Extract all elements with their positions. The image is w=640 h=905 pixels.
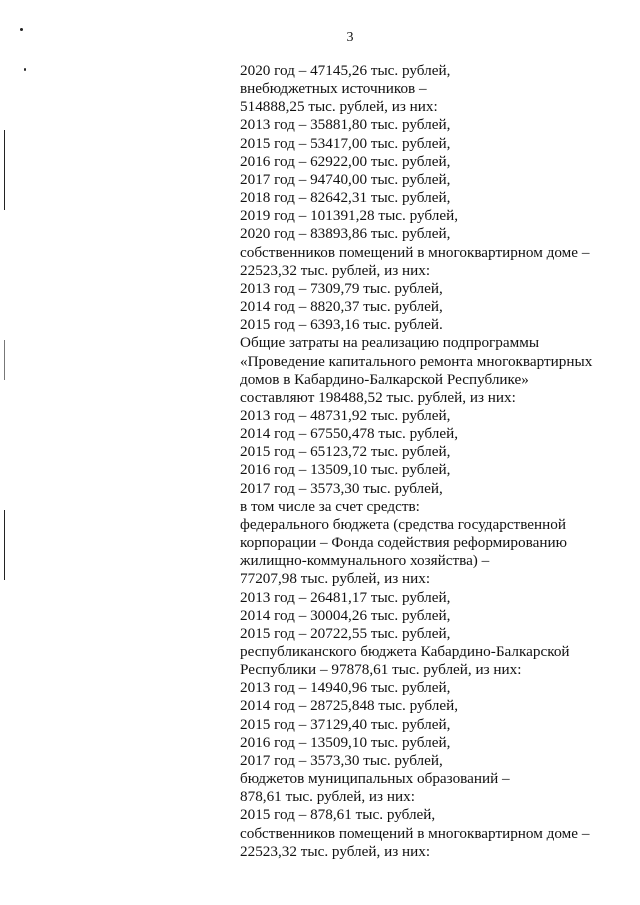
scan-artifact-dot [20, 28, 23, 31]
text-line: 2020 год – 47145,26 тыс. рублей, [240, 62, 451, 79]
text-line: Общие затраты на реализацию подпрограммы [240, 334, 540, 352]
text-line: 2015 год – 6393,16 тыс. рублей. [240, 316, 443, 334]
text-line: 22523,32 тыс. рублей, из них: [240, 842, 431, 860]
text-line: бюджетов муниципальных образований – [240, 770, 510, 788]
text-line: собственников помещений в многоквартирном доме – [240, 243, 590, 261]
text-line: жилищно-коммунального хозяйства) – [240, 552, 490, 570]
text-line: 2016 год – 62922,00 тыс. рублей, [240, 152, 451, 170]
text-line: 2015 год – 20722,55 тыс. рублей, [240, 624, 451, 642]
text-line: 2014 год – 30004,26 тыс. рублей, [240, 606, 451, 624]
text-line: федерального бюджета (средства государственной [240, 515, 566, 533]
text-line: корпорации – Фонда содействия реформированию [240, 534, 567, 552]
page-number: 3 [346, 30, 354, 45]
text-line: 514888,25 тыс. рублей, из них: [240, 98, 438, 116]
text-line: 22523,32 тыс. рублей, из них: [240, 261, 431, 279]
text-line: 2013 год – 7309,79 тыс. рублей, [240, 279, 443, 297]
text-line: домов в Кабардино-Балкарской Республике» [240, 370, 529, 388]
text-line: 2014 год – 8820,37 тыс. рублей, [240, 298, 443, 316]
text-line: 2014 год – 67550,478 тыс. рублей, [240, 425, 458, 443]
text-line: 2019 год – 101391,28 тыс. рублей, [240, 207, 458, 225]
text-line: в том числе за счет средств: [240, 497, 420, 515]
text-line: 2017 год – 3573,30 тыс. рублей, [240, 479, 443, 497]
text-line: республиканского бюджета Кабардино-Балкарской [240, 643, 570, 660]
text-line: 2015 год – 37129,40 тыс. рублей, [240, 715, 451, 733]
text-line: 2018 год – 82642,31 тыс. рублей, [240, 189, 451, 207]
text-line: 2015 год – 878,61 тыс. рублей, [240, 806, 436, 824]
scan-edge-mark [4, 130, 5, 210]
text-line: 2015 год – 53417,00 тыс. рублей, [240, 134, 451, 152]
text-line: Республики – 97878,61 тыс. рублей, из них: [240, 661, 522, 679]
text-line: 2017 год – 94740,00 тыс. рублей, [240, 170, 451, 188]
scan-artifact-dot [24, 68, 26, 71]
text-line: 2016 год – 13509,10 тыс. рублей, [240, 461, 451, 479]
text-line: 878,61 тыс. рублей, из них: [240, 788, 415, 806]
scan-edge-mark [4, 340, 5, 380]
text-line: 2014 год – 28725,848 тыс. рублей, [240, 697, 458, 715]
text-line: «Проведение капитального ремонта многоквартирных [240, 352, 593, 370]
text-line: 77207,98 тыс. рублей, из них: [240, 570, 431, 588]
text-line: 2015 год – 65123,72 тыс. рублей, [240, 443, 451, 461]
scan-edge-mark [4, 510, 5, 580]
text-line: 2013 год – 35881,80 тыс. рублей, [240, 116, 451, 134]
text-line: 2013 год – 48731,92 тыс. рублей, [240, 406, 451, 424]
text-line: 2013 год – 26481,17 тыс. рублей, [240, 588, 451, 606]
body-text [240, 62, 620, 861]
text-line: 2017 год – 3573,30 тыс. рублей, [240, 751, 443, 769]
text-line: внебюджетных источников – [240, 80, 427, 98]
text-line: 2020 год – 83893,86 тыс. рублей, [240, 225, 451, 243]
text-line: составляют 198488,52 тыс. рублей, из них: [240, 388, 516, 406]
text-line: 2013 год – 14940,96 тыс. рублей, [240, 679, 451, 697]
text-line: собственников помещений в многоквартирном доме – [240, 824, 590, 842]
text-line: 2016 год – 13509,10 тыс. рублей, [240, 733, 451, 751]
